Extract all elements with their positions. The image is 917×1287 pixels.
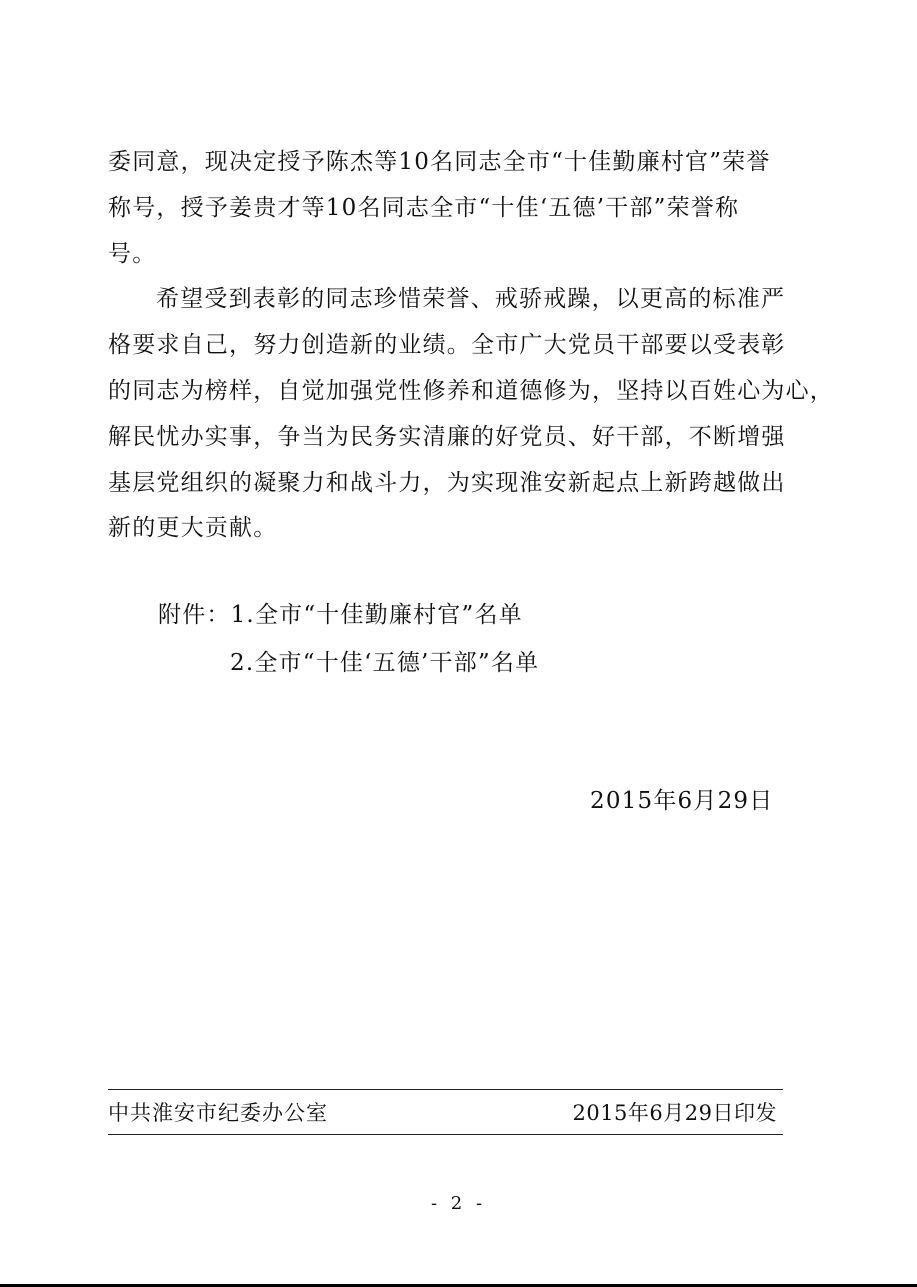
paragraph-2 [108,277,834,552]
footer-print-date: 2015年6月29日印发 [572,1101,777,1125]
footer-issuer: 中共淮安市纪委办公室 [108,1101,328,1125]
footer-bottom-rule [108,1134,783,1135]
paragraph-2-line-2: 格要求自己，努力创造新的业绩。全市广大党员干部要以受表彰 [108,332,786,359]
paragraph-2-line-1: 希望受到表彰的同志珍惜荣誉、戒骄戒躁，以更高的标准严 [156,286,786,313]
page-number: - 2 - [430,1193,487,1214]
paragraph-1 [108,140,808,277]
attachment-item-1: 附件：1.全市“十佳勤廉村官”名单 [158,602,523,628]
paragraph-1-line-3: 号。 [108,240,157,267]
paragraph-2-line-4: 解民忧办实事，争当为民务实清廉的好党员、好干部，不断增强 [108,423,786,450]
paragraph-2-line-5: 基层党组织的凝聚力和战斗力，为实现淮安新起点上新跨越做出 [108,469,786,496]
paragraph-1-line-2: 称号，授予姜贵才等10名同志全市“十佳‘五德’干部”荣誉称 [108,194,740,221]
paragraph-2-line-6: 新的更大贡献。 [108,515,278,542]
signature-date: 2015年6月29日 [590,788,774,814]
attachment-item-2: 2.全市“十佳‘五德’干部”名单 [230,650,540,676]
paragraph-1-line-1: 委同意，现决定授予陈杰等10名同志全市“十佳勤廉村官”荣誉 [108,149,771,175]
paragraph-2-line-3: 的同志为榜样，自觉加强党性修养和道德修为，坚持以百姓心为心， [108,377,834,404]
document-body [108,140,834,552]
footer-top-rule [108,1089,783,1090]
